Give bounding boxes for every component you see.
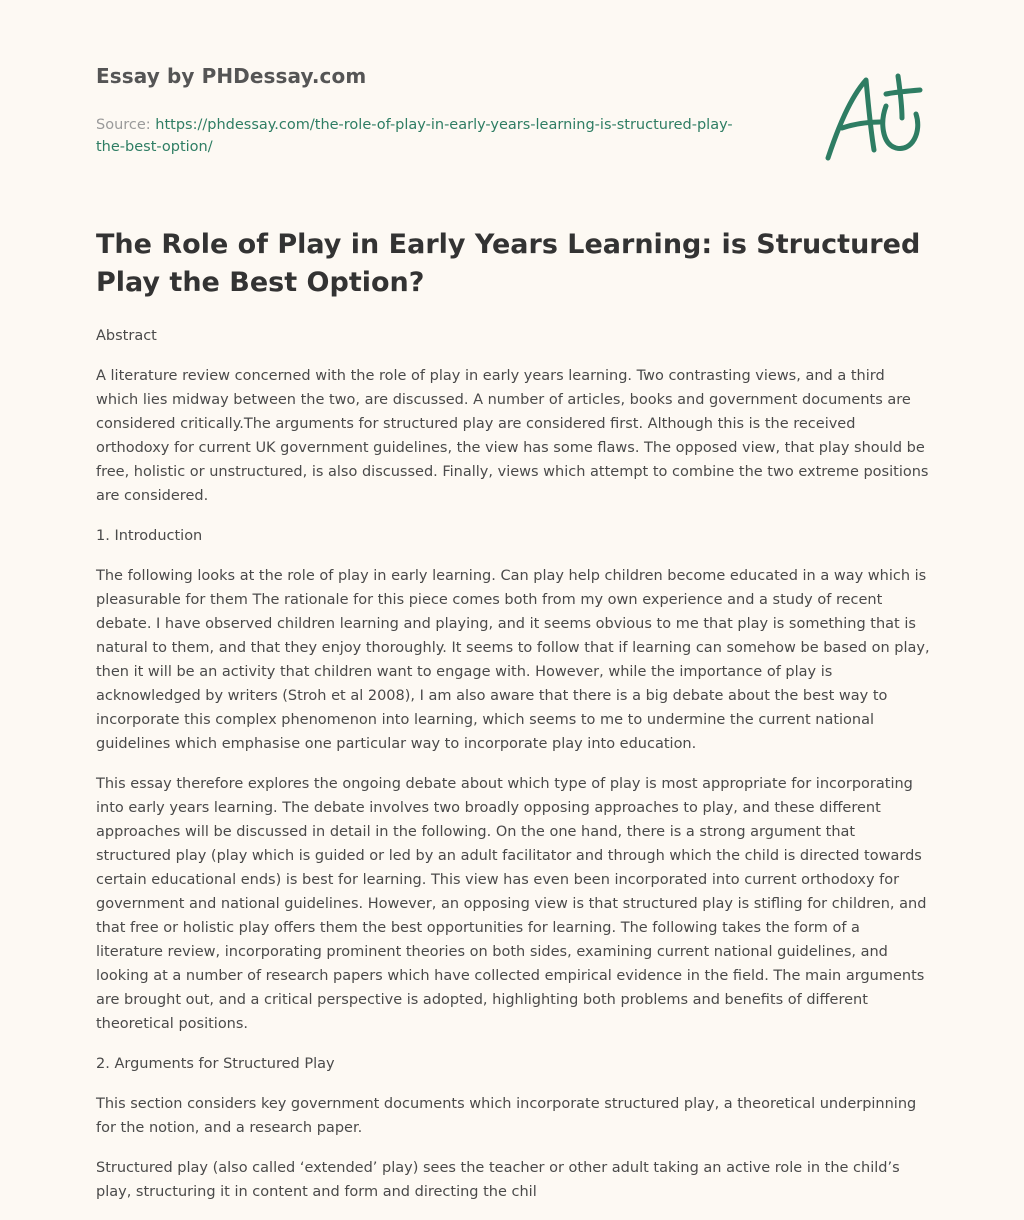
abstract-heading: Abstract [96, 328, 157, 344]
source-line [96, 114, 796, 158]
section-heading-structured-play: 2. Arguments for Structured Play [96, 1056, 335, 1072]
article [96, 226, 931, 1220]
site-brand: Essay by PHDessay.com [96, 64, 367, 88]
source-label: Source: [96, 117, 151, 133]
source-link[interactable] [96, 117, 733, 155]
structured-play-paragraph-2: Structured play (also called ‘extended’ play) sees the teacher or other adult taking an active role in the child’s play, structuring it in content and form and directing the chil [96, 1160, 900, 1200]
source-link-line1: https://phdessay.com/the-role-of-play-in-early-years-learning-is-structured-play- [155, 117, 733, 133]
source-link-line2: the-best-option/ [96, 139, 213, 155]
section-heading-introduction: 1. Introduction [96, 528, 203, 544]
page-header [96, 64, 796, 158]
a-plus-grade-icon [820, 66, 930, 166]
introduction-paragraph-1: The following looks at the role of play in early learning. Can play help children become educated in a way which is pleasurable for them The rationale for this piece comes both from my own experience and a study of recent debate. I have observed children learning and playing, and it seems obvious to me that play is something that is natural to them, and that they enjoy thoroughly. It seems to follow that if learning can somehow be based on play, then it will be an activity that children want to engage with. However, while the importance of play is acknowledged by writers (Stroh et al 2008), I am also aware that there is a big debate about the best way to incorporate this complex phenomenon into learning, which seems to me to undermine the current national guidelines which emphasise one particular way to incorporate play into education. [96, 568, 930, 752]
structured-play-paragraph-1: This section considers key government documents which incorporate structured play, a theoretical underpinning for the notion, and a research paper. [96, 1096, 917, 1136]
article-title: The Role of Play in Early Years Learning: is Structured Play the Best Option? [96, 229, 921, 298]
abstract-paragraph: A literature review concerned with the role of play in early years learning. Two contrasting views, and a third which lies midway between the two, are discussed. A number of articles, books and government documents are considered critically.The arguments for structured play are considered first. Although this is the received orthodoxy for current UK government guidelines, the view has some flaws. The opposed view, that play should be free, holistic or unstructured, is also discussed. Finally, views which attempt to combine the two extreme positions are considered. [96, 368, 929, 504]
introduction-paragraph-2: This essay therefore explores the ongoing debate about which type of play is most appropriate for incorporating into early years learning. The debate involves two broadly opposing approaches to play, and these different approaches will be discussed in detail in the following. On the one hand, there is a strong argument that structured play (play which is guided or led by an adult facilitator and through which the child is directed towards certain educational ends) is best for learning. This view has even been incorporated into current orthodoxy for government and national guidelines. However, an opposing view is that structured play is stifling for children, and that free or holistic play offers them the best opportunities for learning. The following takes the form of a literature review, incorporating prominent theories on both sides, examining current national guidelines, and looking at a number of research papers which have collected empirical evidence in the field. The main arguments are brought out, and a critical perspective is adopted, highlighting both problems and benefits of different theoretical positions. [96, 776, 927, 1032]
